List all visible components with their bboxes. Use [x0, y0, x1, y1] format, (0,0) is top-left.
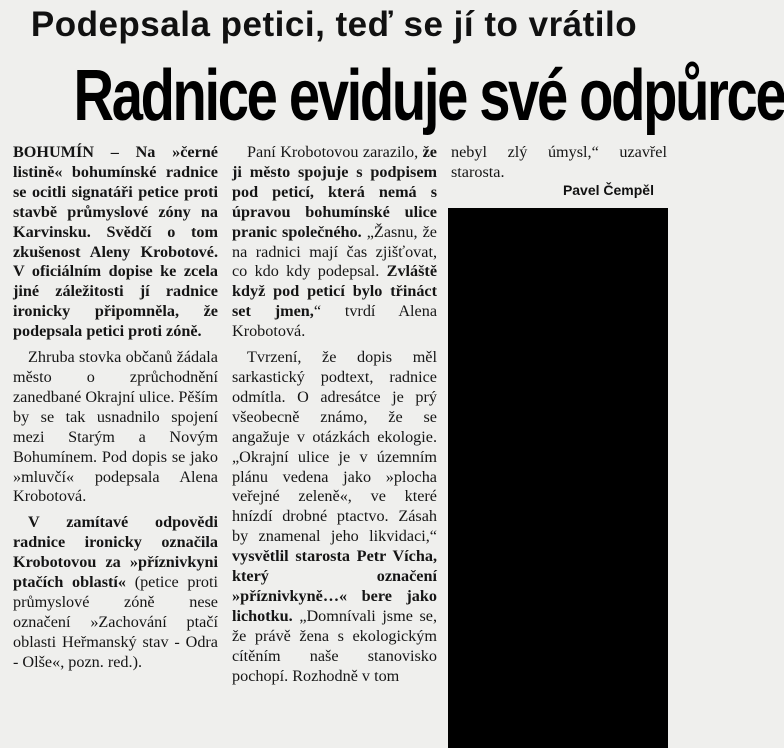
paragraph — [13, 513, 218, 672]
bold-text: vysvětlil starosta Petr Vícha, který označení »příznivkyně…« bere jako lichotku. — [232, 547, 437, 625]
author-byline: Pavel Čempěl — [562, 182, 654, 198]
text: “ tvrdí Alena Krobotová. — [232, 302, 438, 341]
text: „Žasnu, že na radnici mají čas zjišťovat, co kdo kdy podepsal. — [232, 222, 437, 281]
paragraph-lead — [13, 143, 218, 342]
text: Paní Krobotovou zarazilo, — [247, 143, 423, 161]
paragraph: nebyl zlý úmysl,“ uzavřel starosta. — [451, 143, 667, 181]
bold-text: V zamítavé odpovědi radnice ironicky označila Krobotovou za »příznivkyni ptačích oblastí« — [13, 513, 218, 592]
text: „Domnívali jsme se, že právě žena s ekologickým cítěním naše stanovisko pochopí. Rozhodně v tom — [232, 606, 437, 685]
article-column-1 — [13, 143, 218, 673]
text: Tvrzení, že dopis měl sarkastický podtext, radnice odmítla. O adresátce je prý všeobecně známo, že se angažuje v otázkách ekologie. „Okrajní ulice je v územním plánu vedena jako »plocha veřejné zeleně«, ve které hnízdí drobné ptactvo. Zásah by znamenal jeho likvidaci,“ — [232, 348, 437, 546]
headline: Radnice eviduje své odpůrce — [73, 56, 784, 136]
text: (petice proti průmyslové zóně nese označení »Zachování ptačí oblasti Heřmanský stav - Odra - Olše«, pozn. red.). — [13, 573, 218, 671]
paragraph: Zhruba stovka občanů žádala město o zprůchodnění zanedbané Okrajní ulice. Pěším by se tak usnadnilo spojení mezi Starým a Novým Bohumínem. Pod dopis se jako »mluvčí« podepsala Alena Krobotová. — [13, 348, 218, 506]
paragraph — [232, 348, 437, 686]
article-column-2 — [232, 143, 437, 686]
bold-text: že ji město spojuje s podpisem pod peticí, která nemá s úpravou bohumínské ulice pranic společného. — [232, 143, 437, 241]
black-area — [448, 208, 668, 748]
lead-text: BOHUMÍN – Na »černé listině« bohumínské radnice se ocitli signatáři petice proti stavbě průmyslové zóny na Karvinsku. Svědčí o tom zkušenost Aleny Krobotové. V oficiálním dopise ke zcela jiné záležitosti jí radnice ironicky připomněla, že podepsala petici proti zóně. — [13, 143, 218, 341]
paragraph — [232, 143, 437, 342]
article-column-3 — [451, 143, 667, 183]
bold-text: Zvláště když pod peticí bylo třináct set jmen, — [232, 262, 437, 321]
kicker: Podepsala petici, teď se jí to vrátilo — [30, 5, 638, 44]
